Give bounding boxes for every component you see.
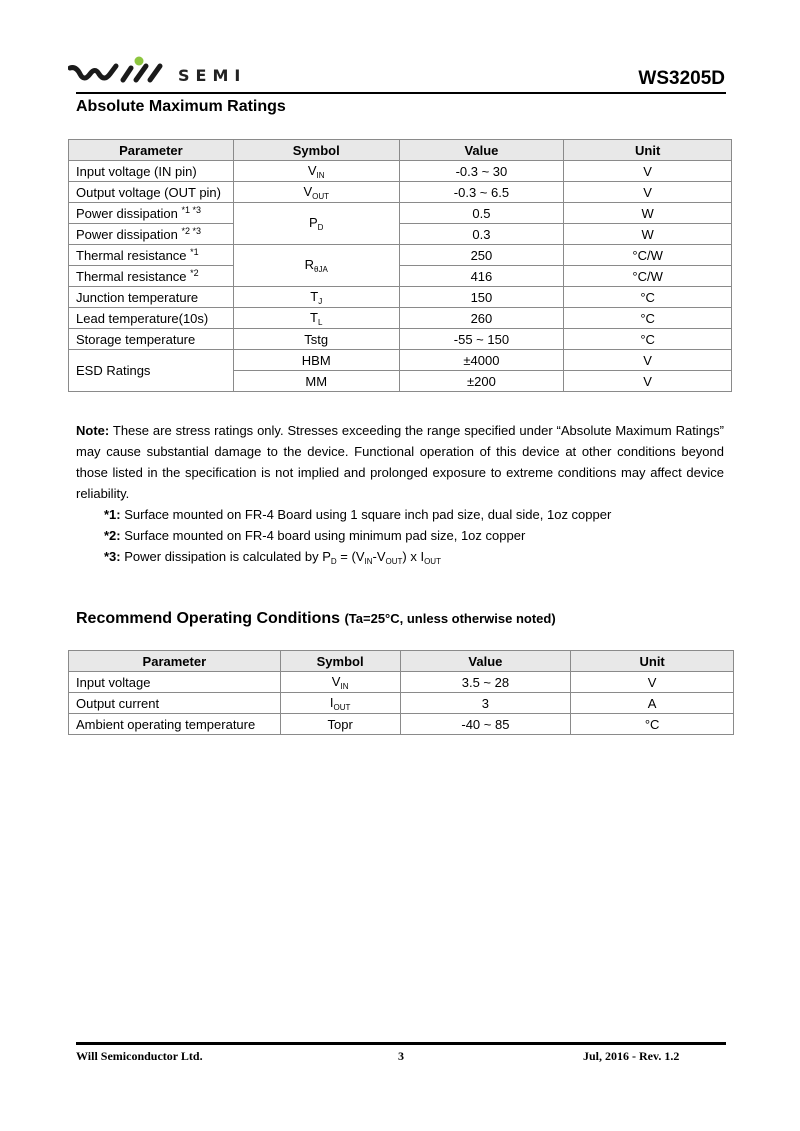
subscript: OUT <box>424 557 441 566</box>
symbol-subscript: IN <box>316 170 325 180</box>
subscript: IN <box>364 557 373 566</box>
value-cell: 150 <box>399 287 564 308</box>
table-row <box>69 182 732 203</box>
unit-cell: V <box>564 182 732 203</box>
symbol-text: V <box>331 673 341 689</box>
symbol-text: HBM <box>301 352 331 368</box>
param-cell <box>69 693 281 714</box>
unit-cell: V <box>564 350 732 371</box>
param-text: Output current <box>76 695 160 711</box>
param-text: Storage temperature <box>76 331 196 347</box>
param-text: Junction temperature <box>76 289 199 305</box>
symbol-cell <box>233 161 399 182</box>
logo-mark-icon <box>68 56 173 88</box>
symbol-text: R <box>304 257 315 272</box>
symbol-cell <box>280 693 400 714</box>
page-number: 3 <box>398 1049 404 1063</box>
symbol-cell <box>233 350 399 371</box>
value-cell: 250 <box>399 245 564 266</box>
param-cell <box>69 161 234 182</box>
col-header: Parameter <box>69 140 234 161</box>
unit-cell: °C <box>564 287 732 308</box>
param-text: Ambient operating temperature <box>76 716 256 732</box>
part-number: WS3205D <box>638 68 725 89</box>
brand-text: SEMI <box>178 66 247 85</box>
unit-cell: V <box>564 371 732 392</box>
subscript: OUT <box>385 557 403 566</box>
col-header: Value <box>400 651 571 672</box>
col-header: Unit <box>564 140 732 161</box>
footer-date-rev: Jul, 2016 - Rev. 1.2 <box>583 1049 680 1063</box>
param-text: Power dissipation <box>76 205 182 221</box>
param-cell <box>69 329 234 350</box>
symbol-subscript: IN <box>340 681 349 691</box>
table-row <box>69 672 734 693</box>
unit-cell: V <box>571 672 734 693</box>
symbol-cell <box>233 308 399 329</box>
symbol-subscript: D <box>317 223 324 232</box>
table-row <box>69 224 732 245</box>
abs-max-title: Absolute Maximum Ratings <box>76 98 286 115</box>
symbol-text: V <box>307 162 317 178</box>
symbol-cell <box>233 182 399 203</box>
footnote-ref: *1 <box>190 246 199 257</box>
value-cell: 0.5 <box>399 203 564 224</box>
rec-op-title-text: Recommend Operating Conditions <box>76 610 341 627</box>
symbol-text: T <box>310 288 319 304</box>
param-cell <box>69 224 234 245</box>
symbol-text: V <box>303 183 313 199</box>
param-text: Power dissipation <box>76 226 182 242</box>
symbol-subscript: OUT <box>312 191 329 201</box>
param-cell <box>69 350 234 392</box>
rec-op-title <box>76 610 556 628</box>
value-cell: -0.3 ~ 6.5 <box>399 182 564 203</box>
value-cell: 3.5 ~ 28 <box>400 672 571 693</box>
table-row <box>69 714 734 735</box>
param-text: Input voltage <box>76 674 151 690</box>
formula-text: ) x I <box>402 549 425 564</box>
param-text: Thermal resistance <box>76 268 191 284</box>
footnote-mark: *1: <box>104 507 121 522</box>
col-header: Symbol <box>280 651 400 672</box>
col-header: Value <box>399 140 564 161</box>
unit-cell: °C <box>564 329 732 350</box>
col-header: Symbol <box>233 140 399 161</box>
unit-cell: °C/W <box>564 245 732 266</box>
unit-cell: °C <box>564 308 732 329</box>
value-cell: ±4000 <box>399 350 564 371</box>
table-row <box>69 329 732 350</box>
note-label: Note: <box>76 423 110 438</box>
note-text: These are stress ratings only. Stresses exceeding the range specified under “Absolute Maximum Ratings” may cause substantial damage to the device. Functional operation of this device at other conditions beyond those listed in the specification is not implied and prolonged exposure to extreme conditions may affect device reliability. <box>76 423 724 501</box>
value-cell: -55 ~ 150 <box>399 329 564 350</box>
param-cell <box>69 182 234 203</box>
symbol-cell <box>280 672 400 693</box>
unit-cell: °C <box>571 714 734 735</box>
table-row <box>69 693 734 714</box>
value-cell: -40 ~ 85 <box>400 714 571 735</box>
table-row <box>69 308 732 329</box>
param-text: Lead temperature(10s) <box>76 310 209 326</box>
abs-max-table <box>68 139 732 392</box>
symbol-subscript: OUT <box>333 702 351 712</box>
symbol-text: T <box>310 309 318 325</box>
unit-cell: W <box>564 224 732 245</box>
symbol-subscript: θJA <box>314 265 328 274</box>
footer-rule <box>76 1042 726 1045</box>
value-cell: 3 <box>400 693 571 714</box>
symbol-cell <box>280 714 400 735</box>
footnote-2 <box>104 525 525 546</box>
table-row <box>69 350 732 371</box>
param-cell <box>69 308 234 329</box>
symbol-text: I <box>329 694 334 710</box>
footnote-mark: *2: <box>104 528 121 543</box>
note-paragraph <box>76 420 724 504</box>
footnote-3 <box>104 546 441 572</box>
footnote-ref: *2 <box>190 267 199 278</box>
unit-cell: W <box>564 203 732 224</box>
symbol-text: P <box>308 215 318 230</box>
footnote-ref: *2 *3 <box>181 225 202 236</box>
table-row <box>69 161 732 182</box>
param-cell <box>69 245 234 266</box>
unit-cell: V <box>564 161 732 182</box>
symbol-subscript: J <box>318 296 323 306</box>
rec-op-subtitle: (Ta=25°C, unless otherwise noted) <box>344 611 556 626</box>
col-header: Unit <box>571 651 734 672</box>
symbol-cell <box>233 371 399 392</box>
footnote-1 <box>104 504 611 525</box>
unit-cell: A <box>571 693 734 714</box>
footnote-ref: *1 *3 <box>181 204 202 215</box>
rec-op-table <box>68 650 734 735</box>
footnote-text: Power dissipation is calculated by P <box>120 549 331 564</box>
will-semi-logo <box>68 56 258 88</box>
param-cell <box>69 714 281 735</box>
formula-text: -V <box>372 549 386 564</box>
symbol-cell <box>233 245 399 287</box>
value-cell: ±200 <box>399 371 564 392</box>
col-header: Parameter <box>69 651 281 672</box>
header-rule <box>76 92 726 94</box>
param-cell <box>69 287 234 308</box>
table-header-row <box>69 140 732 161</box>
value-cell: 416 <box>399 266 564 287</box>
param-text: Output voltage (OUT pin) <box>76 184 221 200</box>
param-cell <box>69 203 234 224</box>
value-cell: -0.3 ~ 30 <box>399 161 564 182</box>
param-text: ESD Ratings <box>76 363 151 378</box>
symbol-text: MM <box>305 373 328 389</box>
symbol-cell <box>233 203 399 245</box>
footnote-text: Surface mounted on FR-4 board using minimum pad size, 1oz copper <box>120 528 526 543</box>
table-row <box>69 287 732 308</box>
subscript: D <box>330 557 337 566</box>
footer-company: Will Semiconductor Ltd. <box>76 1049 203 1063</box>
value-cell: 260 <box>399 308 564 329</box>
table-row <box>69 266 732 287</box>
unit-cell: °C/W <box>564 266 732 287</box>
footnote-mark: *3: <box>104 549 121 564</box>
symbol-text: Topr <box>327 716 353 732</box>
param-text: Thermal resistance <box>76 247 191 263</box>
footnote-text: Surface mounted on FR-4 Board using 1 square inch pad size, dual side, 1oz copper <box>120 507 612 522</box>
formula-text: = (V <box>336 549 365 564</box>
value-cell: 0.3 <box>399 224 564 245</box>
param-text: Input voltage (IN pin) <box>76 163 197 179</box>
param-cell <box>69 266 234 287</box>
symbol-subscript: L <box>317 317 323 327</box>
symbol-cell <box>233 287 399 308</box>
symbol-text: Tstg <box>304 331 329 347</box>
symbol-cell <box>233 329 399 350</box>
table-row <box>69 203 732 224</box>
param-cell <box>69 672 281 693</box>
table-header-row <box>69 651 734 672</box>
table-row <box>69 245 732 266</box>
